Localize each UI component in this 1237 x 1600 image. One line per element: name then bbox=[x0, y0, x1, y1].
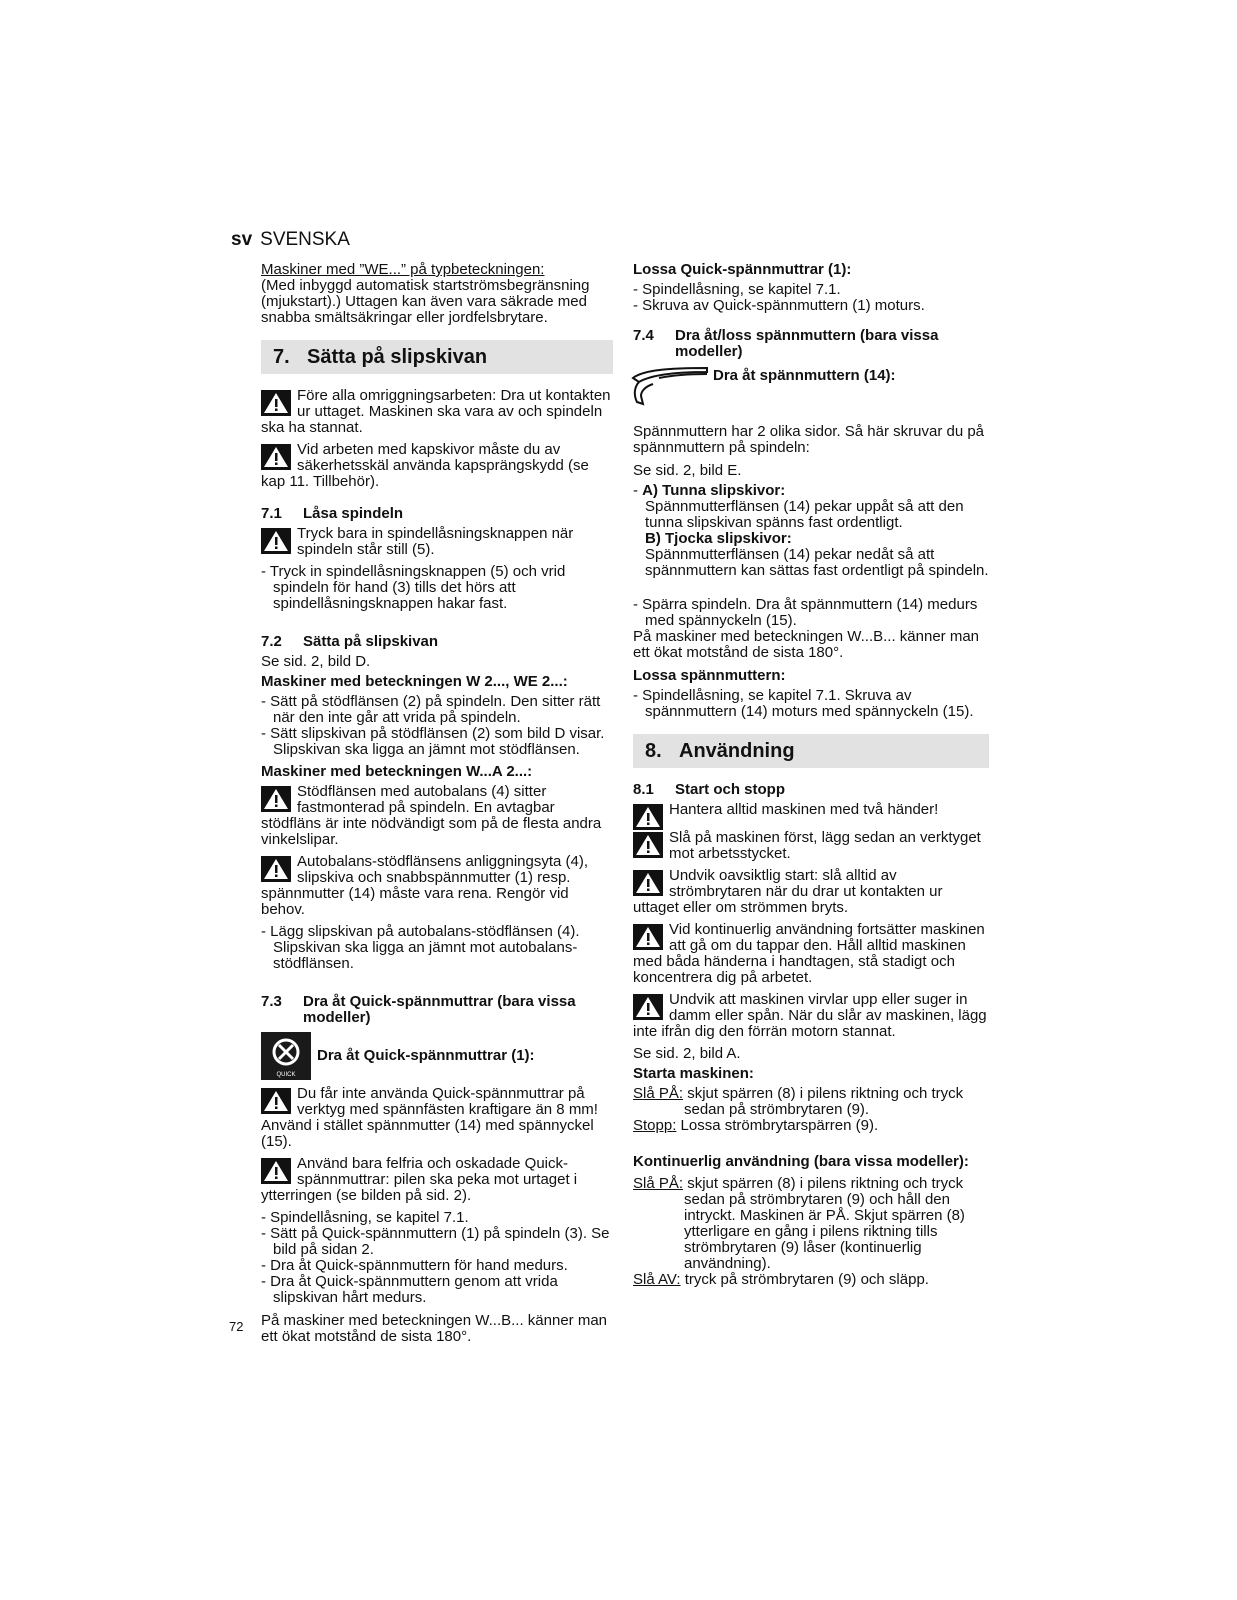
option-list bbox=[633, 483, 989, 579]
option-b bbox=[633, 531, 989, 547]
continuous-on-text: skjut spärren (8) i pilens riktning och tryck sedan på strömbrytaren (9) och håll den intryckt. Maskinen är PÅ. Skjut spärren (8) ytterligare en gång i pilens riktning tills strömbrytaren (9) låser (kontinuerlig användning). bbox=[684, 1175, 965, 1272]
warning-icon bbox=[633, 804, 665, 830]
start-heading: Starta maskinen: bbox=[633, 1065, 754, 1082]
option-b-text: Spännmutterflänsen (14) pekar nedåt så att spännmuttern kan sättas fast ordentligt på spindeln. bbox=[645, 546, 989, 579]
intro-paragraph bbox=[261, 262, 613, 326]
list-item: - Spindellåsning, se kapitel 7.1. bbox=[633, 281, 841, 298]
warning-note bbox=[261, 784, 613, 848]
warning-text: Autobalans-stödflänsens anliggningsyta (4), slipskiva och snabbspännmutter (1) resp. spännmutter (14) måste vara rena. Rengör vid behov. bbox=[261, 853, 589, 918]
subsection-7-4-heading bbox=[633, 328, 989, 360]
section-title: Sätta på slipskivan bbox=[307, 346, 488, 368]
paragraph: På maskiner med beteckningen W...B... känner man ett ökat motstånd de sista 180°. bbox=[633, 628, 980, 661]
subsection-title: Dra åt/loss spännmuttern (bara vissa modeller) bbox=[675, 327, 939, 360]
warning-text: Vid arbeten med kapskivor måste du av säkerhetsskäl använda kapsprängskydd (se kap 11. Tillbehör). bbox=[261, 441, 589, 490]
option-b-title: B) Tjocka slipskivor: bbox=[645, 530, 792, 547]
warning-note bbox=[261, 388, 613, 436]
warning-icon bbox=[633, 832, 665, 858]
subsection-number: 8.1 bbox=[633, 781, 654, 798]
warning-note bbox=[261, 854, 613, 918]
continuous-off-label: Slå AV: bbox=[633, 1271, 681, 1288]
switch-on-label: Slå PÅ: bbox=[633, 1085, 684, 1102]
stop-label: Stopp: bbox=[633, 1117, 677, 1134]
loosen-quick-heading: Lossa Quick-spännmuttrar (1): bbox=[633, 261, 852, 278]
option-a: - A) Tunna slipskivor: bbox=[633, 482, 786, 499]
list-item: - Dra åt Quick-spännmuttern genom att vrida slipskivan hårt medurs. bbox=[261, 1273, 558, 1306]
subsection-number: 7.2 bbox=[261, 633, 282, 650]
continuous-heading: Kontinuerlig användning (bara vissa modeller): bbox=[633, 1153, 969, 1170]
language-code: sv bbox=[231, 229, 253, 250]
warning-icon bbox=[633, 994, 665, 1020]
warning-text: Hantera alltid maskinen med två händer! bbox=[669, 801, 939, 818]
continuous-off-text: tryck på strömbrytaren (9) och släpp. bbox=[684, 1271, 929, 1288]
warning-icon bbox=[261, 390, 293, 416]
stop-text: Lossa strömbrytarspärren (9). bbox=[680, 1117, 879, 1134]
continuous-on-instruction bbox=[633, 1176, 989, 1272]
warning-icon bbox=[261, 786, 293, 812]
warning-text: Vid kontinuerlig användning fortsätter maskinen att gå om du tappar den. Håll alltid maskinen med båda händerna i handtagen, stå stadigt och koncentrera dig på arbetet. bbox=[633, 921, 985, 986]
subsection-7-2-heading bbox=[261, 634, 613, 650]
model-heading: Maskiner med beteckningen W 2..., WE 2...: bbox=[261, 673, 568, 690]
section-8-heading bbox=[633, 734, 989, 768]
page-number: 72 bbox=[229, 1319, 244, 1334]
warning-note bbox=[261, 526, 613, 558]
subsection-title: Dra åt Quick-spännmuttrar (bara vissa modeller) bbox=[303, 993, 576, 1026]
warning-text: Du får inte använda Quick-spännmuttrar på verktyg med spännfästen kraftigare än 8 mm! Använd i stället spännmutter (14) med spännyckel (15). bbox=[261, 1085, 598, 1150]
figure-reference: Se sid. 2, bild E. bbox=[633, 462, 742, 479]
switch-on-text: skjut spärren (8) i pilens riktning och tryck sedan på strömbrytaren (9). bbox=[684, 1085, 964, 1118]
subsection-7-1-heading bbox=[261, 506, 613, 522]
left-column bbox=[261, 262, 613, 1352]
closing-note: På maskiner med beteckningen W...B... känner man ett ökat motstånd de sista 180°. bbox=[261, 1312, 608, 1345]
step-list bbox=[633, 282, 989, 314]
subsection-title: Sätta på slipskivan bbox=[303, 633, 439, 650]
subsection-number: 7.1 bbox=[261, 505, 282, 522]
warning-icon bbox=[261, 444, 293, 470]
right-column bbox=[633, 262, 989, 1288]
subsection-number: 7.3 bbox=[261, 993, 282, 1010]
warning-icon bbox=[633, 870, 665, 896]
step-list bbox=[261, 1210, 613, 1306]
warning-note bbox=[633, 922, 989, 986]
list-item: - Dra åt Quick-spännmuttern för hand medurs. bbox=[261, 1257, 568, 1274]
wrench-heading: Dra åt spännmuttern (14): bbox=[713, 367, 896, 384]
quick-label: QUICK bbox=[276, 1072, 296, 1078]
warning-text: Undvik oavsiktlig start: slå alltid av strömbrytaren när du drar ut kontakten ur uttaget eller om strömmen bryts. bbox=[633, 867, 943, 916]
warning-icon bbox=[261, 528, 293, 554]
list-item: - Skruva av Quick-spännmuttern (1) moturs. bbox=[633, 297, 925, 314]
warning-note bbox=[261, 1086, 613, 1150]
warning-note bbox=[261, 1156, 613, 1204]
warning-text: Undvik att maskinen virvlar upp eller suger in damm eller spån. När du slår av maskinen, lägg inte ifrån dig den förrän motorn stannat. bbox=[633, 991, 987, 1040]
continuous-on-label: Slå PÅ: bbox=[633, 1175, 684, 1192]
option-a-title: A) Tunna slipskivor: bbox=[642, 482, 786, 499]
continuous-off-instruction bbox=[633, 1272, 989, 1288]
warning-text: Före alla omriggningsarbeten: Dra ut kontakten ur uttaget. Maskinen ska vara av och spindeln ska ha stannat. bbox=[261, 387, 611, 436]
intro-text: (Med inbyggd automatisk startströmsbegränsning (mjukstart).) Uttagen kan även vara säkrade med snabba smältsäkringar eller jordfelsbrytare. bbox=[261, 277, 590, 326]
subsection-title: Låsa spindeln bbox=[303, 505, 404, 522]
figure-reference: Se sid. 2, bild A. bbox=[633, 1045, 741, 1062]
section-number: 7. bbox=[273, 346, 290, 368]
paragraph: Spännmuttern har 2 olika sidor. Så här skruvar du på spännmuttern på spindeln: bbox=[633, 423, 985, 456]
wrench-instruction bbox=[633, 364, 989, 412]
subsection-title: Start och stopp bbox=[675, 781, 786, 798]
warning-icon bbox=[261, 1158, 293, 1184]
warning-note bbox=[633, 868, 989, 916]
figure-reference: Se sid. 2, bild D. bbox=[261, 653, 371, 670]
wrench-icon bbox=[629, 364, 711, 412]
subsection-number: 7.4 bbox=[633, 327, 654, 344]
quick-instruction bbox=[261, 1032, 613, 1080]
loosen-heading: Lossa spännmuttern: bbox=[633, 667, 786, 684]
warning-text: Slå på maskinen först, lägg sedan an verktyget mot arbetsstycket. bbox=[669, 829, 981, 862]
warning-note bbox=[633, 802, 989, 818]
stop-instruction bbox=[633, 1118, 989, 1134]
page-header bbox=[231, 229, 350, 251]
subsection-8-1-heading bbox=[633, 782, 989, 798]
quick-heading: Dra åt Quick-spännmuttrar (1): bbox=[317, 1047, 535, 1064]
section-title: Användning bbox=[679, 740, 795, 762]
step-item: - Tryck in spindellåsningsknappen (5) och vrid spindeln för hand (3) tills det hörs att spindellåsningsknappen hakar fast. bbox=[261, 563, 566, 612]
step-item: - Spindellåsning, se kapitel 7.1. Skruva av spännmuttern (14) moturs med spännyckeln (15). bbox=[633, 687, 974, 720]
subsection-7-3-heading bbox=[261, 994, 613, 1026]
step-item: - Sätt slipskivan på stödflänsen (2) som bild D visar. Slipskivan ska ligga an jämnt mot stödflänsen. bbox=[261, 725, 605, 758]
list-item: - Sätt på Quick-spännmuttern (1) på spindeln (3). Se bild på sidan 2. bbox=[261, 1225, 610, 1258]
warning-icon bbox=[261, 856, 293, 882]
quick-nut-icon bbox=[261, 1032, 311, 1080]
warning-text: Tryck bara in spindellåsningsknappen när spindeln står still (5). bbox=[297, 525, 574, 558]
warning-note bbox=[261, 442, 613, 490]
list-item: - Spindellåsning, se kapitel 7.1. bbox=[261, 1209, 469, 1226]
warning-text: Använd bara felfria och oskadade Quick-spännmuttrar: pilen ska peka mot urtaget i ytterringen (se bilden på sid. 2). bbox=[261, 1155, 578, 1204]
warning-note bbox=[633, 830, 989, 862]
model-heading: Maskiner med beteckningen W...A 2...: bbox=[261, 763, 533, 780]
option-a-text: Spännmutterflänsen (14) pekar uppåt så att den tunna slipskivan spänns fast ordentligt. bbox=[645, 498, 964, 531]
language-name: SVENSKA bbox=[260, 229, 350, 250]
section-number: 8. bbox=[645, 740, 662, 762]
warning-icon bbox=[633, 924, 665, 950]
switch-on-instruction bbox=[633, 1086, 989, 1118]
step-item: - Spärra spindeln. Dra åt spännmuttern (14) medurs med spännyckeln (15). bbox=[633, 596, 978, 629]
warning-icon bbox=[261, 1088, 293, 1114]
step-item: - Sätt på stödflänsen (2) på spindeln. Den sitter rätt när den inte går att vrida på spindeln. bbox=[261, 693, 601, 726]
step-item: - Lägg slipskivan på autobalans-stödflänsen (4). Slipskivan ska ligga an jämnt mot autobalans-stödflänsen. bbox=[261, 923, 580, 972]
warning-note bbox=[633, 992, 989, 1040]
section-7-heading bbox=[261, 340, 613, 374]
warning-text: Stödflänsen med autobalans (4) sitter fastmonterad på spindeln. En avtagbar stödfläns är inte nödvändigt som på de flesta andra vinkelslipar. bbox=[261, 783, 602, 848]
intro-heading: Maskiner med ”WE...” på typbeteckningen: bbox=[261, 261, 545, 278]
